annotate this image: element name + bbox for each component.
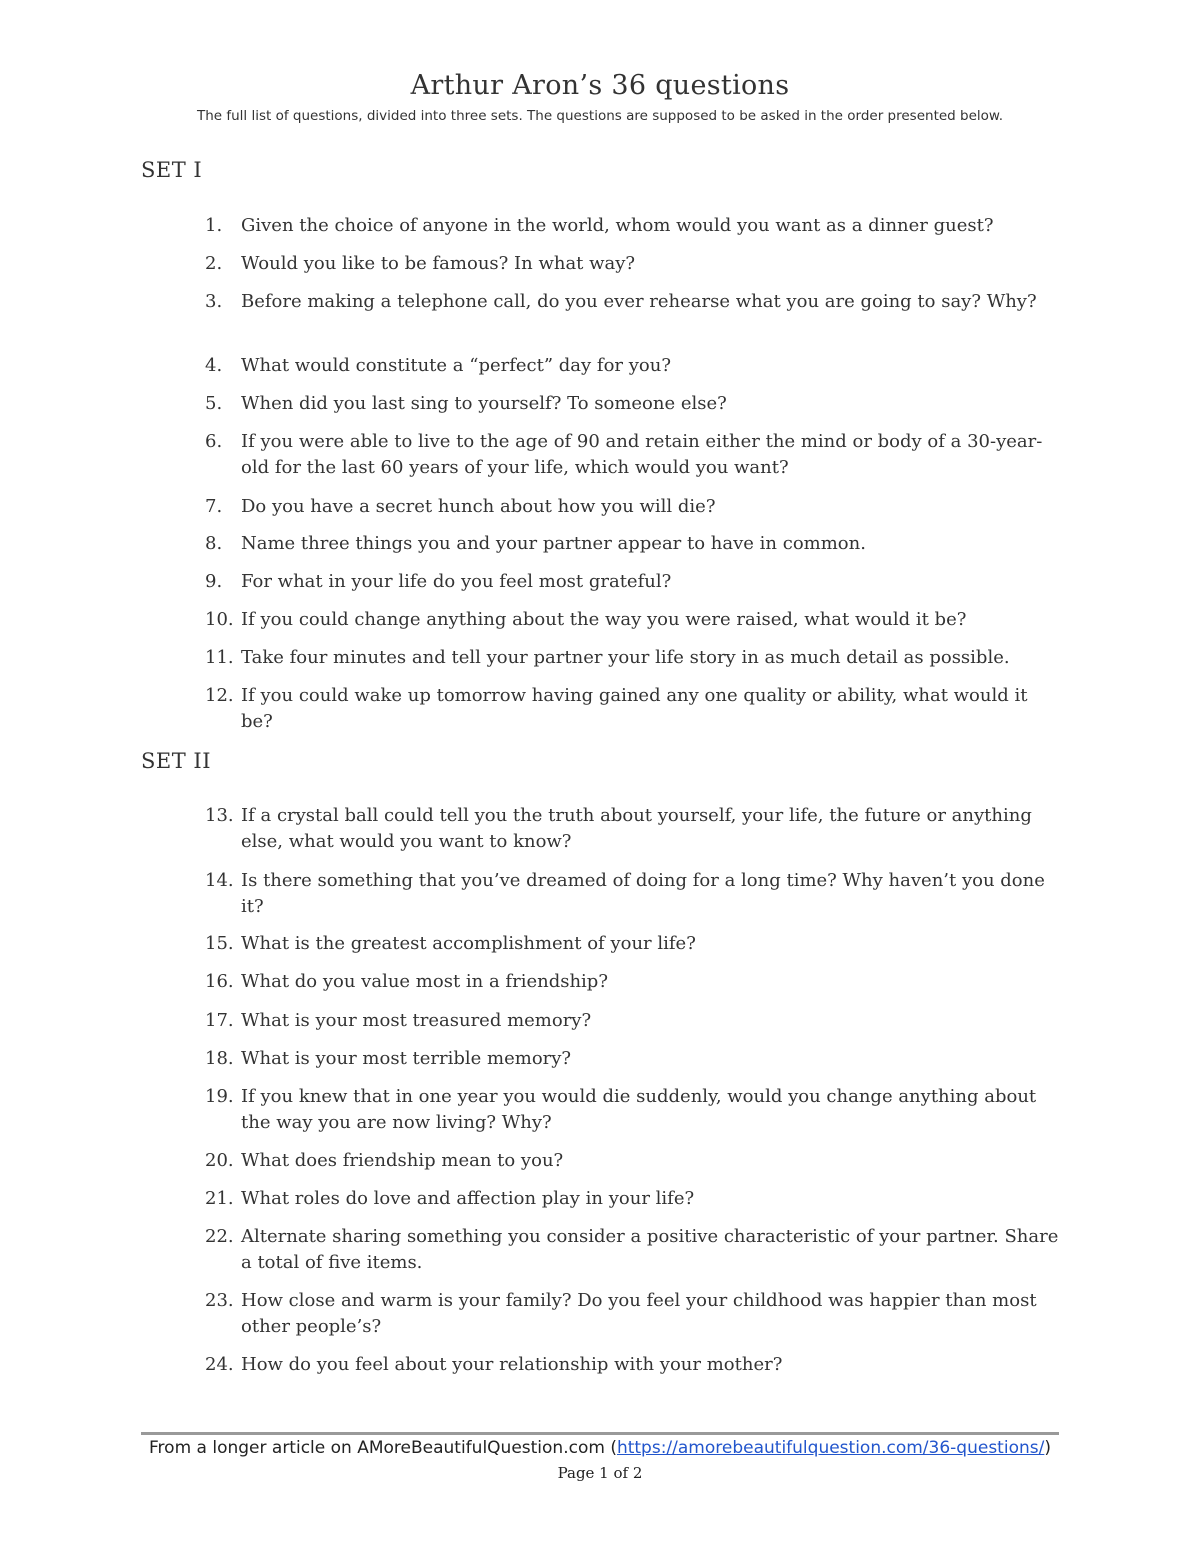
question-text: What roles do love and affection play in your life? — [241, 1188, 695, 1209]
question-item — [205, 569, 1065, 595]
question-text: Name three things you and your partner appear to have in common. — [241, 533, 866, 554]
set-heading-2: SET II — [141, 749, 211, 773]
question-item — [205, 1148, 1065, 1174]
page-title: Arthur Aron’s 36 questions — [410, 70, 790, 101]
question-number: 16. — [205, 971, 234, 992]
question-number: 7. — [205, 496, 223, 517]
question-item — [205, 213, 1065, 239]
question-number: 11. — [205, 647, 234, 668]
question-item — [205, 494, 1065, 520]
question-number: 8. — [205, 533, 223, 554]
footer-source — [0, 1438, 1200, 1458]
question-item — [205, 803, 1065, 855]
question-text: If a crystal ball could tell you the truth about yourself, your life, the future or anything else, what would you want to know? — [241, 805, 1032, 852]
question-text: For what in your life do you feel most grateful? — [241, 571, 672, 592]
question-number: 10. — [205, 609, 234, 630]
question-item — [205, 607, 1065, 633]
question-number: 5. — [205, 393, 223, 414]
question-number: 13. — [205, 805, 234, 826]
question-text: What is your most treasured memory? — [241, 1010, 592, 1031]
question-text: Do you have a secret hunch about how you will die? — [241, 496, 716, 517]
question-item — [205, 251, 1065, 277]
question-number: 23. — [205, 1290, 234, 1311]
question-text: Would you like to be famous? In what way? — [241, 253, 636, 274]
question-number: 6. — [205, 431, 223, 452]
question-item — [205, 931, 1065, 957]
question-item — [205, 391, 1065, 417]
question-item — [205, 645, 1065, 671]
question-text: What is your most terrible memory? — [241, 1048, 572, 1069]
question-text: What do you value most in a friendship? — [241, 971, 608, 992]
question-text: How close and warm is your family? Do you feel your childhood was happier than most other people’s? — [241, 1290, 1037, 1337]
footer-suffix: ) — [1044, 1438, 1051, 1458]
footer-divider — [141, 1432, 1059, 1435]
question-item — [205, 1352, 1065, 1378]
question-number: 20. — [205, 1150, 234, 1171]
question-number: 22. — [205, 1226, 234, 1247]
question-number: 12. — [205, 685, 234, 706]
question-item — [205, 429, 1065, 481]
question-number: 19. — [205, 1086, 234, 1107]
set-heading-1: SET I — [141, 158, 203, 182]
question-number: 18. — [205, 1048, 234, 1069]
question-text: When did you last sing to yourself? To someone else? — [241, 393, 727, 414]
question-text: Before making a telephone call, do you ever rehearse what you are going to say? Why? — [241, 291, 1037, 312]
question-number: 24. — [205, 1354, 234, 1375]
question-item — [205, 868, 1065, 920]
question-number: 1. — [205, 215, 223, 236]
question-text: If you knew that in one year you would die suddenly, would you change anything about the way you are now living? Why? — [241, 1086, 1037, 1133]
question-text: What does friendship mean to you? — [241, 1150, 564, 1171]
question-text: Is there something that you’ve dreamed of doing for a long time? Why haven’t you done it? — [241, 870, 1045, 917]
question-number: 4. — [205, 355, 223, 376]
question-text: Alternate sharing something you consider a positive characteristic of your partner. Share a total of five items. — [241, 1226, 1059, 1273]
question-item — [205, 1224, 1065, 1276]
question-item — [205, 1186, 1065, 1212]
question-item — [205, 1008, 1065, 1034]
question-number: 2. — [205, 253, 223, 274]
question-text: What is the greatest accomplishment of your life? — [241, 933, 696, 954]
question-text: How do you feel about your relationship with your mother? — [241, 1354, 783, 1375]
question-item — [205, 969, 1065, 995]
question-number: 17. — [205, 1010, 234, 1031]
question-text: What would constitute a “perfect” day for you? — [241, 355, 671, 376]
question-text: If you could wake up tomorrow having gained any one quality or ability, what would it be? — [241, 685, 1028, 732]
page-number: Page 1 of 2 — [557, 1464, 643, 1482]
question-text: If you could change anything about the way you were raised, what would it be? — [241, 609, 967, 630]
page-subtitle: The full list of questions, divided into three sets. The questions are supposed to be asked in the order presented below. — [196, 108, 1004, 124]
question-text: Given the choice of anyone in the world, whom would you want as a dinner guest? — [241, 215, 994, 236]
source-link[interactable]: https://amorebeautifulquestion.com/36-questions/ — [616, 1438, 1045, 1458]
footer-prefix: From a longer article on AMoreBeautifulQuestion.com ( — [149, 1438, 617, 1458]
question-text: If you were able to live to the age of 90 and retain either the mind or body of a 30-year-old for the last 60 years of your life, which would you want? — [241, 431, 1043, 478]
question-item — [205, 531, 1065, 557]
question-number: 21. — [205, 1188, 234, 1209]
question-number: 9. — [205, 571, 223, 592]
question-number: 14. — [205, 870, 234, 891]
question-number: 15. — [205, 933, 234, 954]
question-text: Take four minutes and tell your partner your life story in as much detail as possible. — [241, 647, 1010, 668]
question-item — [205, 1084, 1065, 1136]
question-item — [205, 1288, 1065, 1340]
question-item — [205, 289, 1065, 315]
question-item — [205, 683, 1065, 735]
question-item — [205, 353, 1065, 379]
question-number: 3. — [205, 291, 223, 312]
question-item — [205, 1046, 1065, 1072]
